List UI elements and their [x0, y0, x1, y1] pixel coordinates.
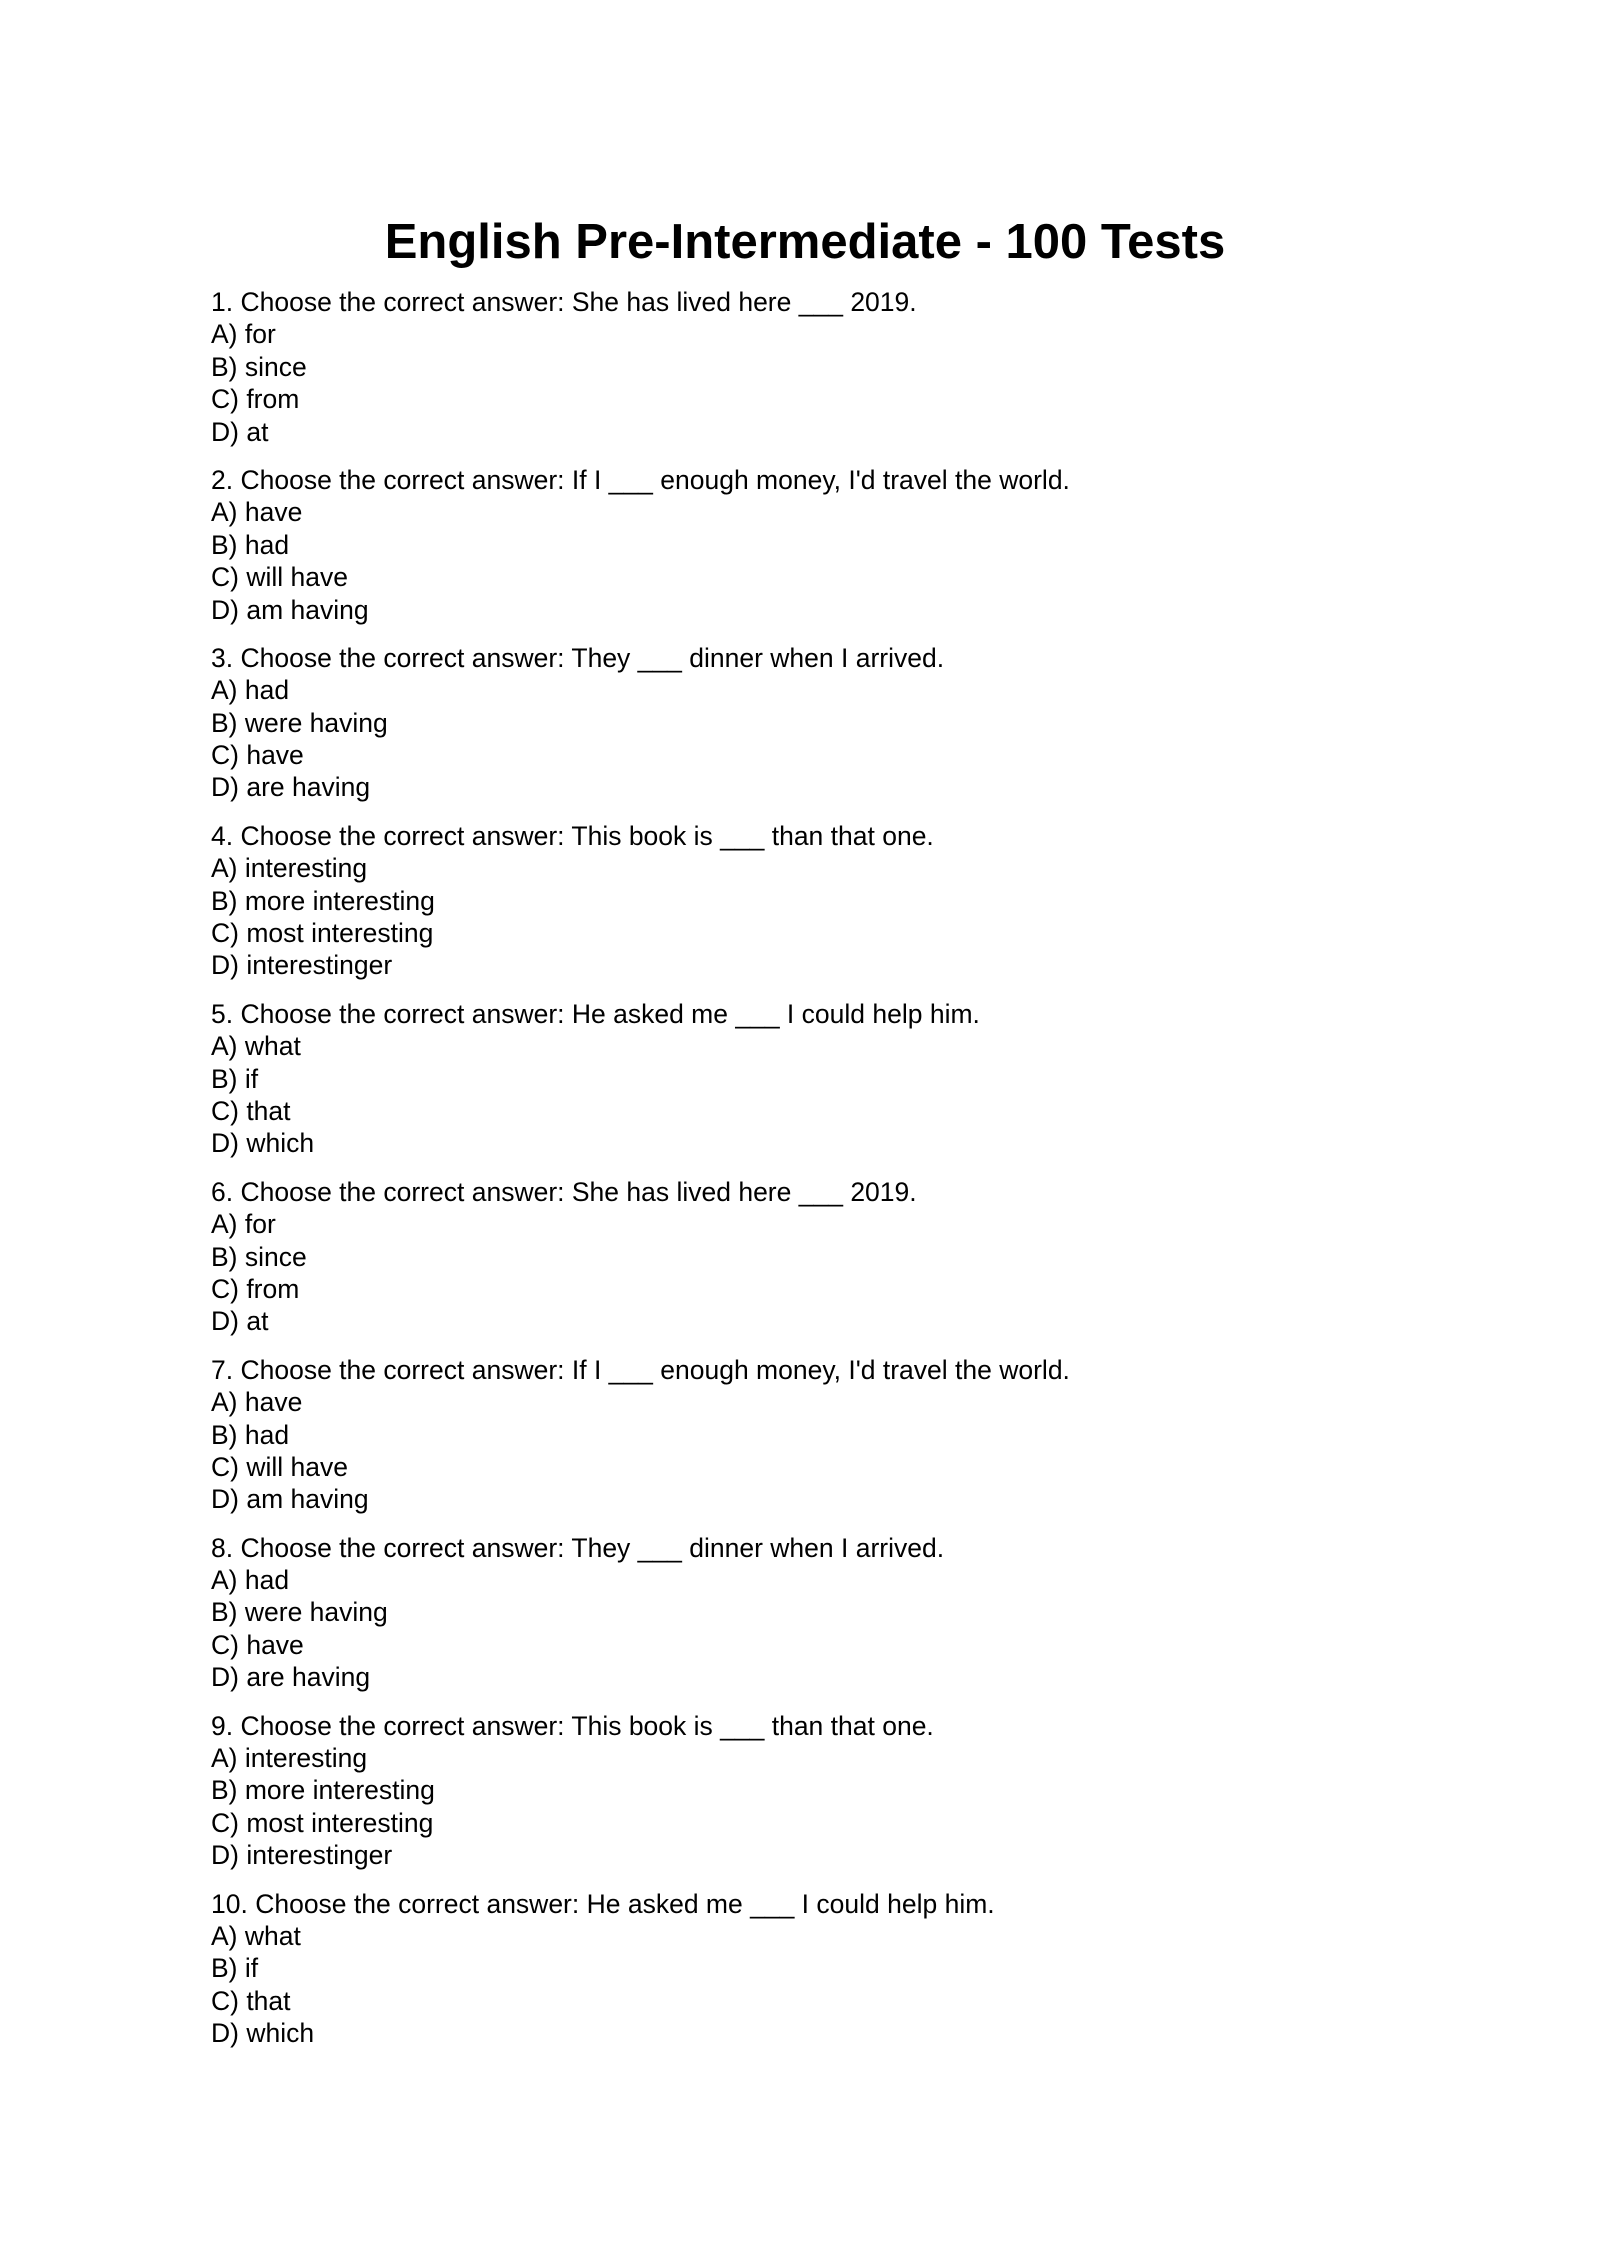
question-item — [211, 1710, 1411, 1872]
question-item — [211, 820, 1411, 982]
question-text: 1. Choose the correct answer: She has lived here ___ 2019. — [211, 287, 917, 317]
question-text: 8. Choose the correct answer: They ___ dinner when I arrived. — [211, 1532, 945, 1563]
option-d: D) which — [211, 2018, 315, 2049]
option-c: C) will have — [211, 1451, 348, 1482]
option-c: C) most interesting — [211, 918, 434, 949]
option-b: B) were having — [211, 1597, 388, 1628]
option-d: D) am having — [211, 1484, 369, 1515]
question-text: 5. Choose the correct answer: He asked me ___ I could help him. — [211, 998, 980, 1029]
question-item — [211, 1888, 1411, 2050]
option-b: B) if — [211, 1063, 259, 1094]
option-d: D) which — [211, 1128, 315, 1159]
option-b: B) had — [211, 1419, 290, 1450]
question-text: 2. Choose the correct answer: If I ___ enough money, I'd travel the world. — [211, 464, 1070, 495]
question-text: 10. Choose the correct answer: He asked me ___ I could help him. — [211, 1888, 995, 1919]
option-a: A) what — [211, 1920, 301, 1951]
option-d: D) at — [211, 1306, 269, 1337]
option-d: D) interestinger — [211, 1840, 393, 1871]
option-c: C) that — [211, 1095, 291, 1126]
option-a: A) for — [211, 319, 276, 350]
option-a: A) have — [211, 497, 303, 528]
option-d: D) am having — [211, 594, 369, 625]
page-title: English Pre-Intermediate - 100 Tests — [384, 215, 1226, 269]
option-b: B) were having — [211, 707, 388, 738]
option-a: A) had — [211, 675, 290, 706]
question-item — [211, 1176, 1411, 1338]
question-text: 3. Choose the correct answer: They ___ dinner when I arrived. — [211, 642, 945, 673]
option-b: B) since — [211, 1241, 307, 1272]
option-d: D) are having — [211, 772, 371, 803]
option-c: C) have — [211, 740, 304, 771]
option-c: C) from — [211, 1273, 300, 1304]
option-a: A) had — [211, 1565, 290, 1596]
option-c: C) most interesting — [211, 1807, 434, 1838]
option-d: D) interestinger — [211, 950, 393, 981]
option-a: A) have — [211, 1387, 303, 1418]
question-text: 7. Choose the correct answer: If I ___ enough money, I'd travel the world. — [211, 1354, 1070, 1385]
option-b: B) since — [211, 351, 307, 382]
question-text: 4. Choose the correct answer: This book is ___ than that one. — [211, 820, 934, 851]
question-text: 9. Choose the correct answer: This book is ___ than that one. — [211, 1710, 934, 1741]
option-b: B) if — [211, 1953, 259, 1984]
option-d: D) at — [211, 416, 269, 447]
option-a: A) for — [211, 1209, 276, 1240]
question-list — [211, 286, 1411, 2066]
option-d: D) are having — [211, 1662, 371, 1693]
question-text: 6. Choose the correct answer: She has lived here ___ 2019. — [211, 1176, 917, 1207]
option-c: C) that — [211, 1985, 291, 2016]
option-b: B) more interesting — [211, 1775, 435, 1806]
question-item — [211, 464, 1411, 626]
option-a: A) interesting — [211, 1743, 368, 1774]
option-b: B) more interesting — [211, 885, 435, 916]
question-item — [211, 998, 1411, 1160]
question-item — [211, 1532, 1411, 1694]
question-item — [211, 642, 1411, 804]
option-c: C) have — [211, 1629, 304, 1660]
question-item — [211, 286, 1411, 448]
option-b: B) had — [211, 529, 290, 560]
option-c: C) from — [211, 384, 300, 415]
option-c: C) will have — [211, 562, 348, 593]
question-item — [211, 1354, 1411, 1516]
option-a: A) interesting — [211, 853, 368, 884]
option-a: A) what — [211, 1031, 301, 1062]
